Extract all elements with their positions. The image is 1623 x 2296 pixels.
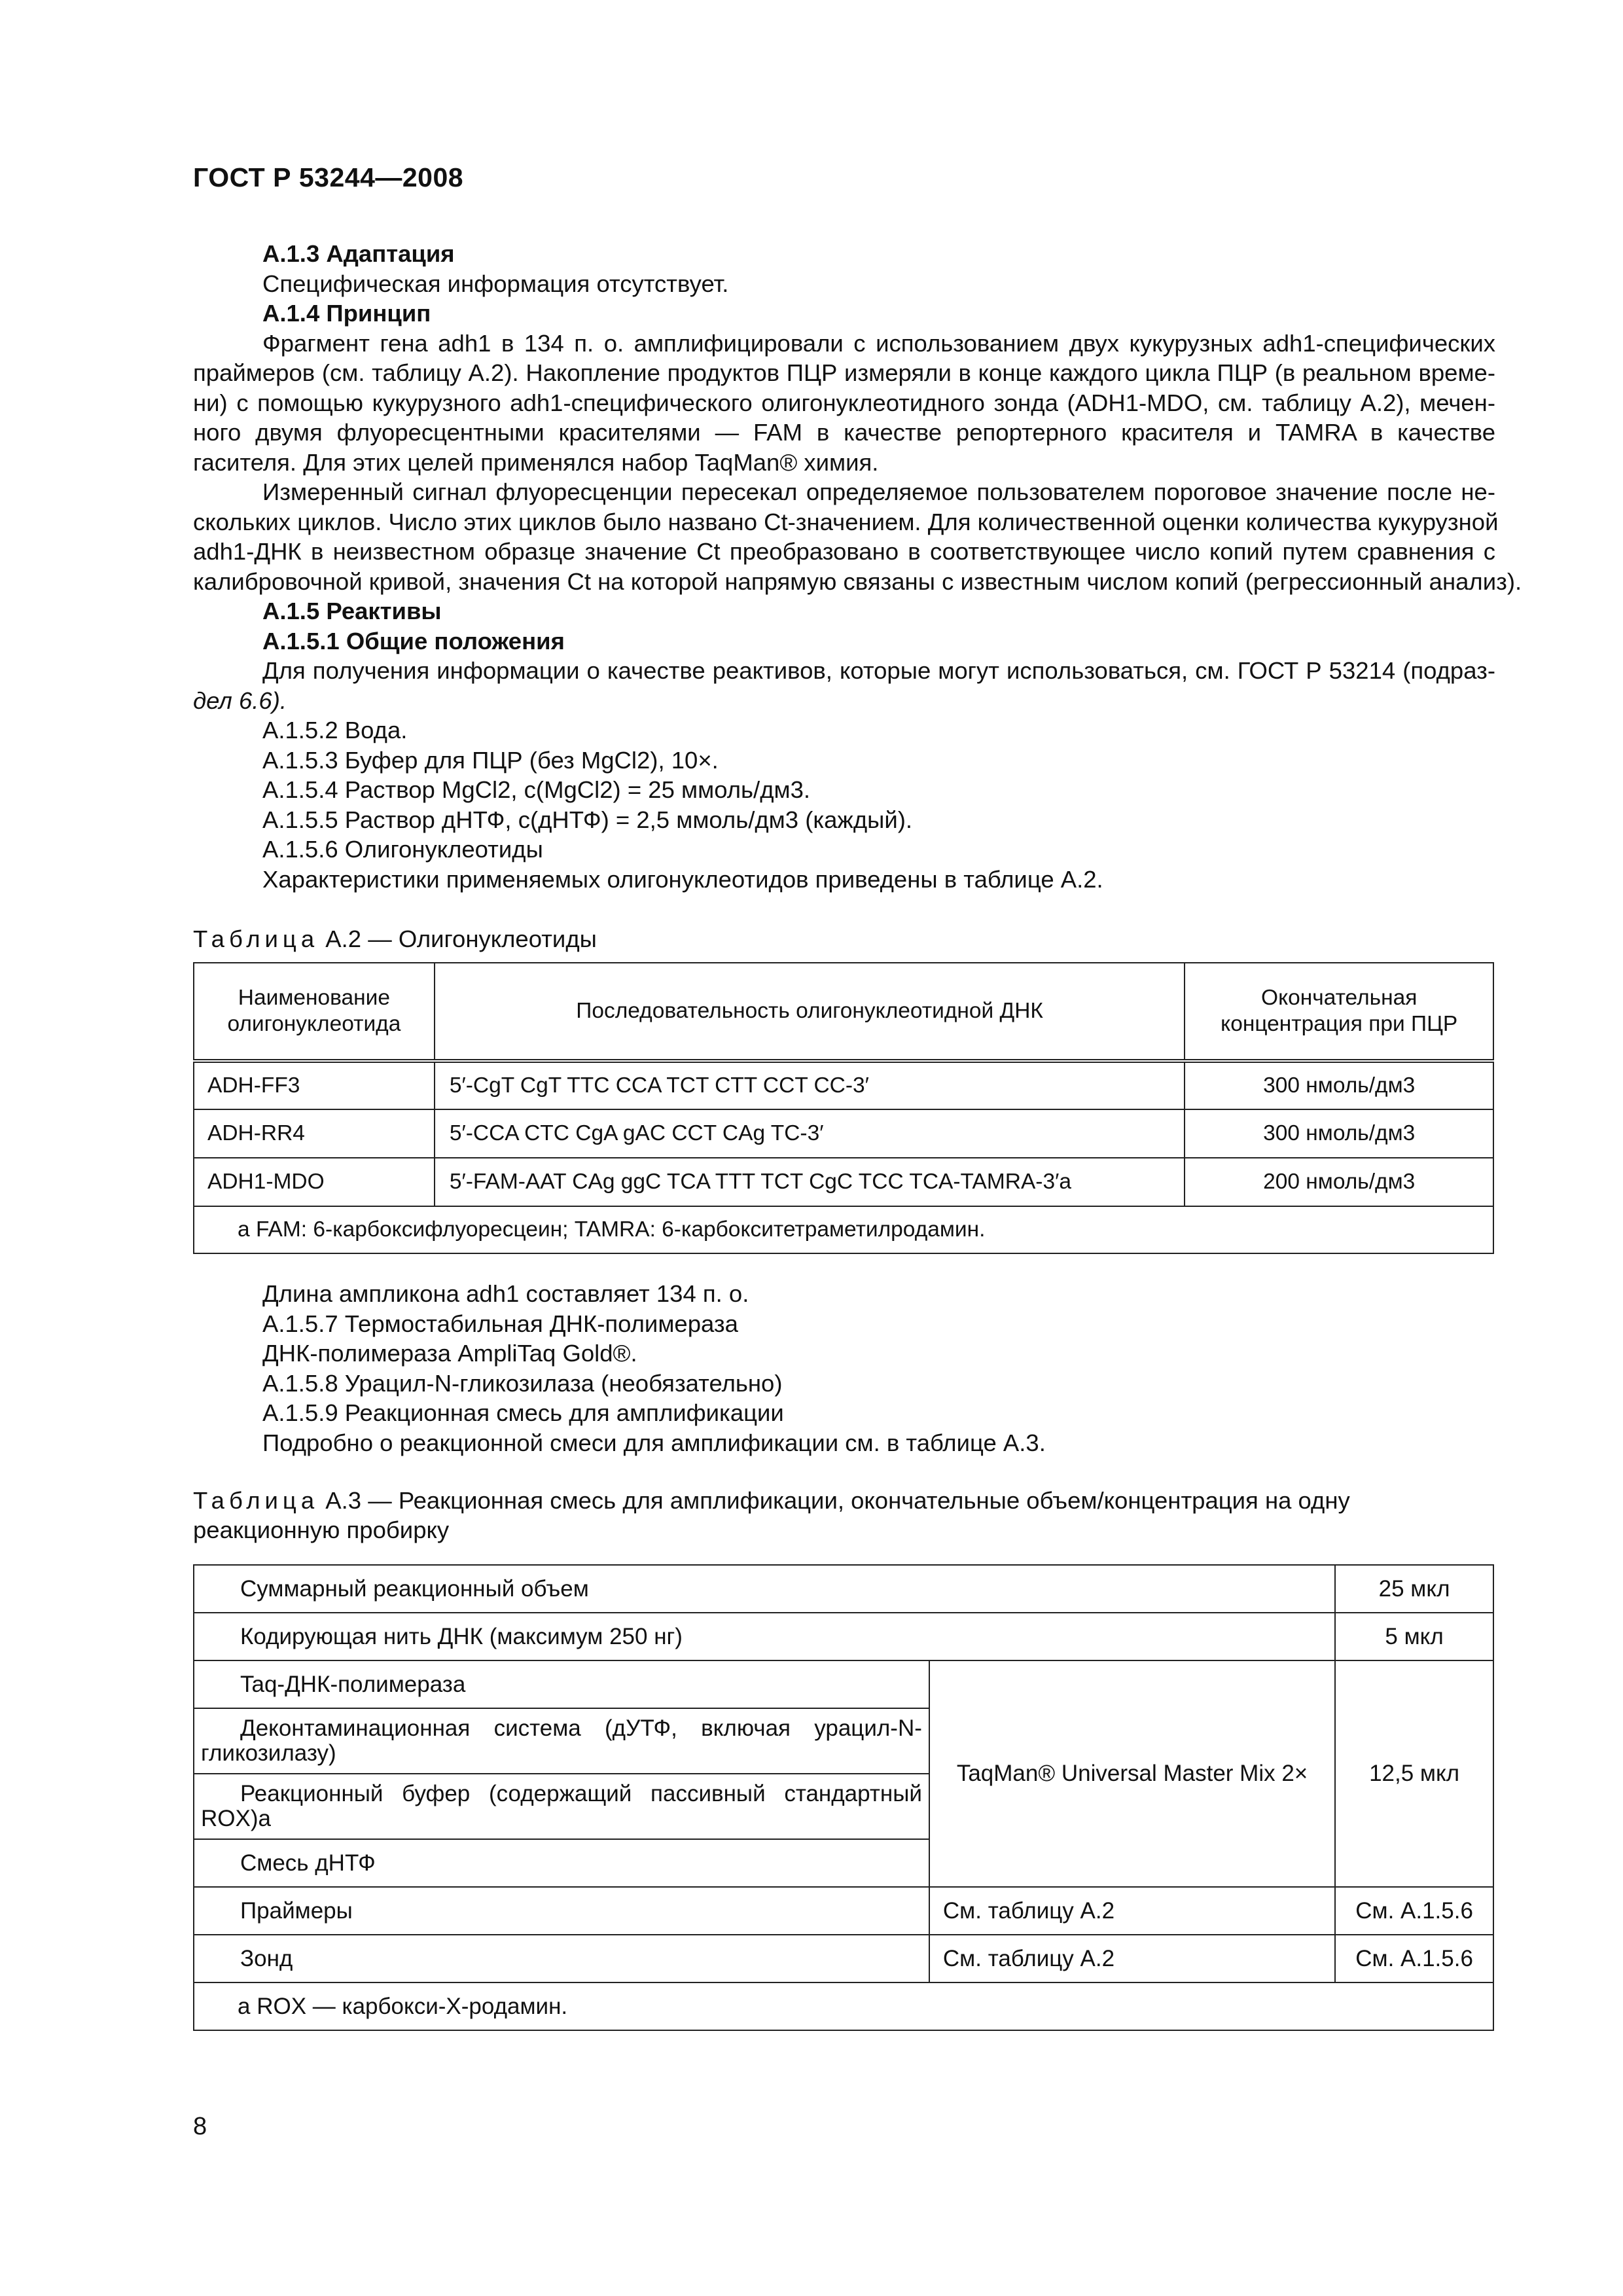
table-a3-footnote: a ROX — карбокси-X-родамин.	[194, 1982, 1493, 2030]
section-a155: А.1.5.5 Раствор дНТФ, c(дНТФ) = 2,5 ммоль/дм3 (каждый).	[262, 806, 913, 833]
table-a2-footnote-row	[194, 1206, 1493, 1253]
section-a157: А.1.5.7 Термостабильная ДНК-полимераза	[262, 1310, 738, 1337]
a14-p1-line4: ного двумя флуоресцентными красителями — FAM в качестве репортерного красителя и TAMRA в качестве	[193, 419, 1495, 446]
table-a3-primers-ref: См. таблицу А.2	[929, 1887, 1335, 1935]
section-a159: А.1.5.9 Реакционная смесь для амплификации	[262, 1399, 784, 1426]
table-a2-cell-seq: 5′-FAM-AAT CAg ggC TCA TTT TCT CgC TCC TCA-TAMRA-3′a	[435, 1158, 1185, 1206]
section-a153: А.1.5.3 Буфер для ПЦР (без MgCl2), 10×.	[262, 746, 719, 774]
amplicon-length-text: Длина ампликона adh1 составляет 134 п. о.	[262, 1280, 749, 1307]
a14-p1-line3: ни) с помощью кукурузного adh1-специфического олигонуклеотидного зонда (ADH1-MDO, см. таблицу А.2), мечен-	[193, 389, 1495, 416]
a14-p1-line2: праймеров (см. таблицу А.2). Накопление продуктов ПЦР измеряли в конце каждого цикла ПЦР (в реальном време-	[193, 359, 1495, 386]
table-a3-probe-value: См. А.1.5.6	[1335, 1935, 1493, 1982]
table-a3-caption-text-l1: А.3 — Реакционная смесь для амплификации, окончательные объем/концентрация на одну	[325, 1487, 1350, 1514]
table-a3-footnote-row	[194, 1982, 1493, 2030]
a14-p2-line2: скольких циклов. Число этих циклов было названо Ct-значением. Для количественной оценки количества кукурузной	[193, 508, 1499, 535]
section-a152: А.1.5.2 Вода.	[262, 717, 408, 744]
table-a3-component: Смесь дНТФ	[194, 1839, 929, 1887]
section-a13-text: Специфическая информация отсутствует.	[262, 270, 729, 297]
body-text-block-2	[193, 1279, 1495, 1458]
section-a13-title: А.1.3 Адаптация	[262, 240, 455, 267]
table-a2-cell-conc: 200 нмоль/дм3	[1185, 1158, 1493, 1206]
table-a3	[193, 1564, 1494, 2031]
a14-p1-line1: Фрагмент гена adh1 в 134 п. о. амплифицировали с использованием двух кукурузных adh1-специфических	[262, 329, 1495, 357]
section-a159-text: Подробно о реакционной смеси для амплификации см. в таблице А.3.	[262, 1429, 1046, 1456]
a14-p2-line4: калибровочной кривой, значения Ct на которой напрямую связаны с известным числом копий (регрессионный анализ).	[193, 567, 1522, 595]
section-a14-title: А.1.4 Принцип	[262, 300, 431, 327]
table-row	[194, 1109, 1493, 1158]
table-a3-master-mix-volume: 12,5 мкл	[1335, 1660, 1493, 1887]
table-a3-primers-label: Праймеры	[194, 1887, 929, 1935]
section-a158: А.1.5.8 Урацил-N-гликозилаза (необязательно)	[262, 1369, 783, 1397]
a151-line2: дел 6.6).	[193, 687, 287, 714]
standard-header: ГОСТ Р 53244—2008	[193, 162, 464, 192]
a14-p2-line3: adh1-ДНК в неизвестном образце значение Ct преобразовано в соответствующее число копий путем сравнения с	[193, 538, 1495, 565]
table-a2-cell-name: ADH-RR4	[194, 1109, 435, 1158]
table-a2-cell-name: ADH-FF3	[194, 1061, 435, 1109]
table-a3-caption	[193, 1486, 1495, 1545]
section-a151-title: А.1.5.1 Общие положения	[262, 627, 565, 655]
table-a2-cell-conc: 300 нмоль/дм3	[1185, 1061, 1493, 1109]
table-a3-component: Реакционный буфер (содержащий пассивный стандартный ROX)a	[194, 1774, 929, 1839]
table-a2-cell-seq: 5′-CCA CTC CgA gAC CCT CAg TC-3′	[435, 1109, 1185, 1158]
table-a3-template-value: 5 мкл	[1335, 1613, 1493, 1660]
table-row	[194, 1660, 1493, 1708]
table-a3-total-value: 25 мкл	[1335, 1565, 1493, 1613]
table-a3-probe-ref: См. таблицу А.2	[929, 1935, 1335, 1982]
table-a2-header-conc: Окончательная концентрация при ПЦР	[1185, 963, 1493, 1061]
table-a2-header-name: Наименование олигонуклеотида	[194, 963, 435, 1061]
table-a3-template-label: Кодирующая нить ДНК (максимум 250 нг)	[194, 1613, 1335, 1660]
table-a2-cell-name: ADH1-MDO	[194, 1158, 435, 1206]
page-number: 8	[193, 2113, 207, 2140]
table-a3-total-label: Суммарный реакционный объем	[194, 1565, 1335, 1613]
section-a154: А.1.5.4 Раствор MgCl2, c(MgCl2) = 25 ммоль/дм3.	[262, 776, 811, 803]
table-row	[194, 1887, 1493, 1935]
table-a3-component: Taq-ДНК-полимераза	[194, 1660, 929, 1708]
table-a2-caption-text: А.2 — Олигонуклеотиды	[325, 925, 597, 952]
table-a2-caption-word: Таблица	[193, 925, 319, 952]
table-a2-header-row	[194, 963, 1493, 1061]
a14-p2-line1: Измеренный сигнал флуоресценции пересекал определяемое пользователем пороговое значение после не-	[262, 478, 1495, 505]
section-a157-text: ДНК-полимераза AmpliTaq Gold®.	[262, 1340, 637, 1367]
table-a3-probe-label: Зонд	[194, 1935, 929, 1982]
table-a2-cell-seq: 5′-CgT CgT TTC CCA TCT CTT CCT CC-3′	[435, 1061, 1185, 1109]
table-a3-caption-word: Таблица	[193, 1487, 319, 1514]
body-text-block-1	[193, 239, 1522, 894]
table-a2-cell-conc: 300 нмоль/дм3	[1185, 1109, 1493, 1158]
table-a3-caption-text-l2: реакционную пробирку	[193, 1516, 450, 1543]
table-a3-component: Деконтаминационная система (дУТФ, включая урацил-N-гликозилазу)	[194, 1708, 929, 1774]
table-row	[194, 1935, 1493, 1982]
table-a2-footnote: a FAM: 6-карбоксифлуоресцеин; TAMRA: 6-карбокситетраметилродамин.	[194, 1206, 1493, 1253]
section-a156-text: Характеристики применяемых олигонуклеотидов приведены в таблице А.2.	[262, 865, 1103, 893]
table-a3-master-mix-name: TaqMan® Universal Master Mix 2×	[929, 1660, 1335, 1887]
table-a2	[193, 962, 1494, 1254]
a151-line1: Для получения информации о качестве реактивов, которые могут использоваться, см. ГОСТ Р 53214 (подраз-	[262, 657, 1495, 684]
table-a2-header-seq: Последовательность олигонуклеотидной ДНК	[435, 963, 1185, 1061]
table-row	[194, 1158, 1493, 1206]
a14-p1-line5: гасителя. Для этих целей применялся набор TaqMan® химия.	[193, 448, 879, 476]
table-a2-caption	[193, 924, 1495, 954]
table-row	[194, 1061, 1493, 1109]
table-row	[194, 1613, 1493, 1660]
section-a15-title: А.1.5 Реактивы	[262, 598, 442, 624]
table-a3-primers-value: См. А.1.5.6	[1335, 1887, 1493, 1935]
section-a156: А.1.5.6 Олигонуклеотиды	[262, 836, 543, 863]
table-row	[194, 1565, 1493, 1613]
